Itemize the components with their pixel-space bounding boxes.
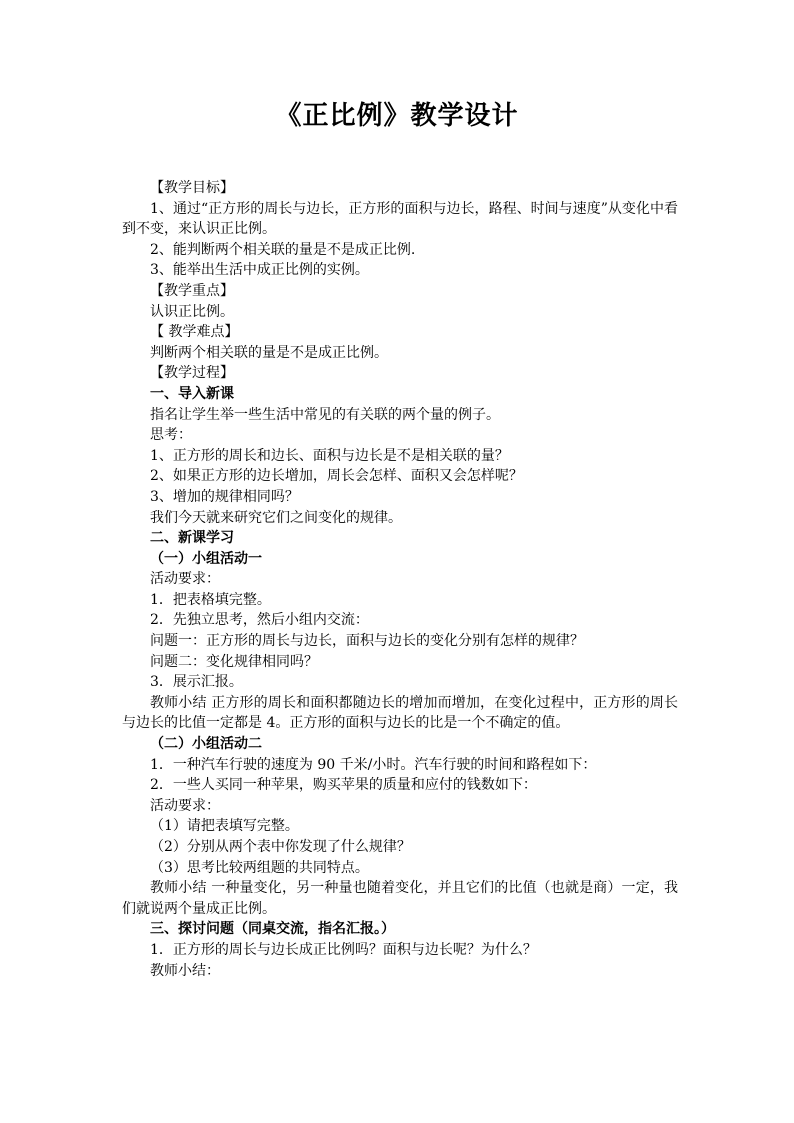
paragraph-line: （1）请把表填写完整。 bbox=[150, 818, 299, 835]
paragraph-line: （3）思考比较两组题的共同特点。 bbox=[150, 859, 369, 876]
paragraph-line: 1．把表格填完整。 bbox=[150, 591, 271, 608]
document-body bbox=[122, 178, 678, 981]
paragraph-line: 【教学重点】 bbox=[150, 282, 234, 299]
paragraph-line: 【教学过程】 bbox=[150, 365, 234, 382]
section-heading: 一、导入新课 bbox=[150, 385, 234, 402]
paragraph-line: 指名让学生举一些生活中常见的有关联的两个量的例子。 bbox=[150, 406, 500, 423]
paragraph-line: 活动要求： bbox=[150, 571, 220, 588]
paragraph-line: 【 教学难点】 bbox=[150, 324, 239, 341]
paragraph-line: 思考： bbox=[150, 427, 192, 444]
paragraph-line: 2、能判断两个相关联的量是不是成正比例. bbox=[150, 241, 416, 258]
paragraph-line: 1、通过“正方形的周长与边长，正方形的面积与边长，路程、时间与速度”从变化中看到不变，来认识正比例。 bbox=[122, 200, 678, 238]
paragraph-line: 1、正方形的周长和边长、面积与边长是不是相关联的量？ bbox=[150, 447, 509, 464]
section-heading: 三、探讨问题（同桌交流，指名汇报。） bbox=[150, 921, 395, 938]
paragraph-line: 3．展示汇报。 bbox=[150, 674, 243, 691]
paragraph-line: 教师小结 一种量变化，另一种量也随着变化，并且它们的比值（也就是商）一定，我们就说两个量成正比例。 bbox=[122, 880, 678, 917]
paragraph-line: 2、如果正方形的边长增加，周长会怎样、面积又会怎样呢？ bbox=[150, 468, 523, 485]
document-title: 《正比例》教学设计 bbox=[275, 101, 519, 131]
paragraph-line: 我们今天就来研究它们之间变化的规律。 bbox=[150, 509, 402, 526]
paragraph-line: 活动要求： bbox=[150, 797, 220, 814]
paragraph-line: 3、能举出生活中成正比例的实例。 bbox=[150, 262, 369, 279]
paragraph-line: （2）分别从两个表中你发现了什么规律？ bbox=[150, 839, 411, 855]
paragraph-line: 3、增加的规律相同吗？ bbox=[150, 488, 299, 505]
section-heading: （一）小组活动一 bbox=[150, 550, 262, 567]
paragraph-line: 认识正比例。 bbox=[150, 303, 234, 320]
section-heading: 二、新课学习 bbox=[150, 530, 234, 547]
section-heading: （二）小组活动二 bbox=[150, 736, 262, 753]
paragraph-line: 【教学目标】 bbox=[150, 180, 234, 196]
paragraph-line: 问题二：变化规律相同吗？ bbox=[150, 653, 318, 670]
paragraph-line: 2．先独立思考，然后小组内交流： bbox=[150, 612, 369, 629]
paragraph-line: 问题一：正方形的周长与边长，面积与边长的变化分别有怎样的规律？ bbox=[150, 633, 584, 650]
paragraph-line: 教师小结： bbox=[150, 962, 220, 979]
paragraph-line: 1．正方形的周长与边长成正比例吗？面积与边长呢？为什么？ bbox=[150, 941, 537, 958]
paragraph-line: 判断两个相关联的量是不是成正比例。 bbox=[150, 344, 388, 361]
paragraph-line: 2．一些人买同一种苹果，购买苹果的质量和应付的钱数如下： bbox=[150, 777, 537, 794]
paragraph-line: 1．一种汽车行驶的速度为 90 千米/小时。汽车行驶的时间和路程如下： bbox=[150, 756, 597, 773]
paragraph-line: 教师小结 正方形的周长和面积都随边长的增加而增加，在变化过程中，正方形的周长与边长的比值一定都是 4。正方形的面积与边长的比是一个不确定的值。 bbox=[122, 694, 678, 732]
